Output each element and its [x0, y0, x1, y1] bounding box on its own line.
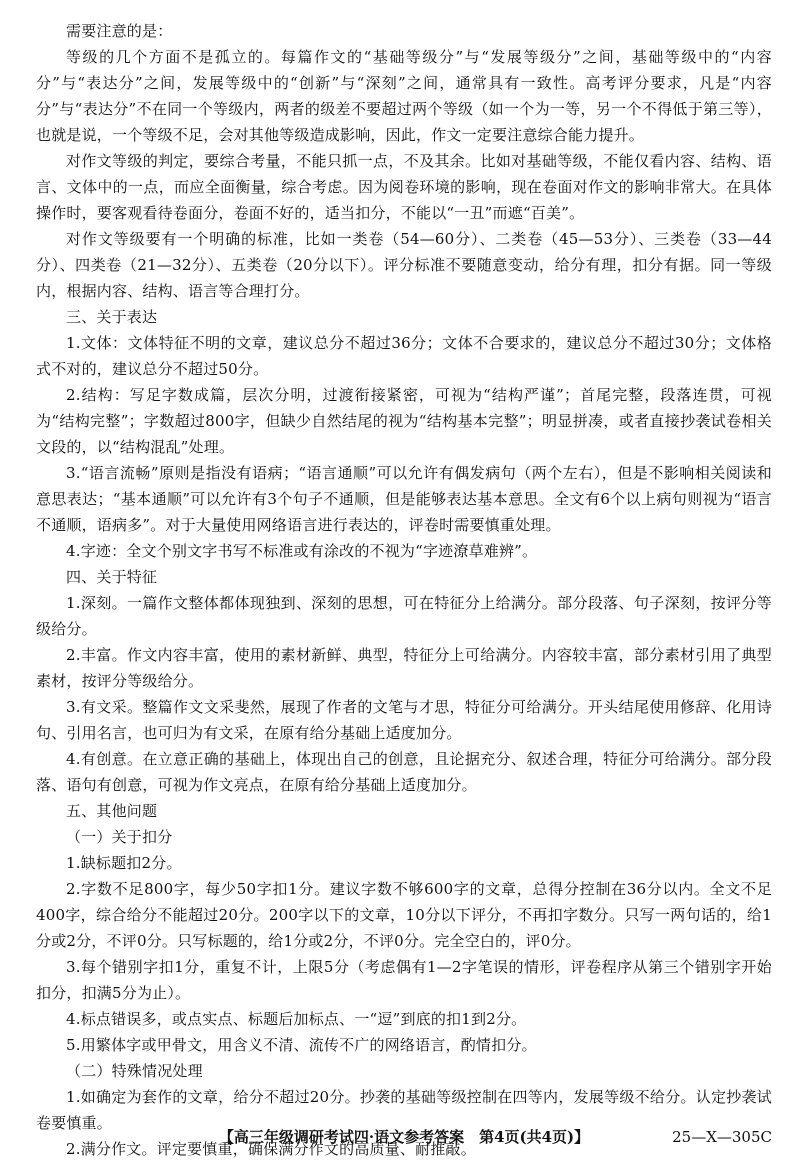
subsection-heading: （一）关于扣分: [66, 828, 173, 846]
paragraph: 对作文等级要有一个明确的标准，比如一类卷（54—60分）、二类卷（45—53分）、三类卷（33—44分）、四类卷（21—32分）、五类卷（20分以下）。评分标准不要随意变动，给分有理，扣分有据。同一等级内，根据内容、结构、语言等合理打分。: [36, 230, 772, 300]
section-heading: 四、关于特征: [66, 568, 158, 586]
paragraph: 等级的几个方面不是孤立的。每篇作文的“基础等级分”与“发展等级分”之间，基础等级中的“内容分”与“表达分”之间，发展等级中的“创新”与“深刻”之间，通常具有一致性。高考评分要求，凡是“内容分”与“表达分”不在同一个等级内，两者的级差不要超过两个等级（如一个为一等，另一个不得低于第三等），也就是说，一个等级不足，会对其他等级造成影响，因此，作文一定要注意综合能力提升。: [36, 48, 772, 144]
paragraph: 5.用繁体字或甲骨文，用含义不清、流传不广的网络语言，酌情扣分。: [66, 1036, 537, 1054]
section-heading: 五、其他问题: [66, 802, 158, 820]
paragraph: 4.有创意。在立意正确的基础上，体现出自己的创意，且论据充分、叙述合理，特征分可给满分。部分段落、语句有创意，可视为作文亮点，在原有给分基础上适度加分。: [36, 750, 772, 794]
paragraph: 3.有文采。整篇作文文采斐然，展现了作者的文笔与才思，特征分可给满分。开头结尾使用修辞、化用诗句、引用名言，也可归为有文采，在原有给分基础上适度加分。: [36, 698, 772, 742]
paragraph: 2.丰富。作文内容丰富，使用的素材新鲜、典型，特征分上可给满分。内容较丰富，部分素材引用了典型素材，按评分等级给分。: [36, 646, 772, 690]
paragraph: 需要注意的是：: [66, 22, 173, 40]
paragraph: 2.结构：写足字数成篇，层次分明，过渡衔接紧密，可视为“结构严谨”；首尾完整，段落连贯，可视为“结构完整”；字数超过800字，但缺少自然结尾的视为“结构基本完整”；明显拼凑，或者直接抄袭试卷相关文段的，以“结构混乱”处理。: [36, 386, 772, 456]
paragraph: 1.文体：文体特征不明的文章，建议总分不超过36分；文体不合要求的，建议总分不超过30分；文体格式不对的，建议总分不超过50分。: [36, 334, 772, 378]
paragraph: 3.“语言流畅”原则是指没有语病；“语言通顺”可以允许有偶发病句（两个左右），但是不影响相关阅读和意思表达；“基本通顺”可以允许有3个句子不通顺，但是能够表达基本意思。全文有6个以上病句则视为“语言不通顺，语病多”。对于大量使用网络语言进行表达的，评卷时需要慎重处理。: [36, 464, 772, 534]
section-heading: 三、关于表达: [66, 308, 158, 326]
paragraph: 2.字数不足800字，每少50字扣1分。建议字数不够600字的文章，总得分控制在36分以内。全文不足400字，综合给分不能超过20分。200字以下的文章，10分以下评分，不再扣字数分。只写一两句话的，给1分或2分，不评0分。只写标题的，给1分或2分，不评0分。完全空白的，评0分。: [36, 880, 772, 950]
paragraph: 4.字迹：全文个别文字书写不标准或有涂改的不视为“字迹潦草难辨”。: [66, 542, 538, 560]
footer-code: 25—X—305C: [672, 1128, 772, 1146]
footer-title: 【高三年级调研考试四·语文参考答案 第4页(共4页)】: [218, 1128, 590, 1146]
paragraph: 对作文等级的判定，要综合考量，不能只抓一点，不及其余。比如对基础等级，不能仅看内容、结构、语言、文体中的一点，而应全面衡量，综合考虑。因为阅卷环境的影响，现在卷面对作文的影响非常大。在具体操作时，要客观看待卷面分，卷面不好的，适当扣分，不能以“一丑”而遮“百美”。: [36, 152, 772, 222]
paragraph: 2.满分作文。评定要慎重，确保满分作文的高质量、耐推敲。: [66, 1140, 476, 1158]
answer-text-body: [36, 18, 772, 1162]
paragraph: 1.缺标题扣2分。: [66, 854, 182, 872]
paragraph: 1.如确定为套作的文章，给分不超过20分。抄袭的基础等级控制在四等内，发展等级不给分。认定抄袭试卷要慎重。: [36, 1088, 772, 1132]
paragraph: 1.深刻。一篇作文整体都体现独到、深刻的思想，可在特征分上给满分。部分段落、句子深刻，按评分等级给分。: [36, 594, 772, 638]
page-footer: [36, 1126, 772, 1148]
subsection-heading: （二）特殊情况处理: [66, 1062, 203, 1080]
paragraph: 3.每个错别字扣1分，重复不计，上限5分（考虑偶有1—2字笔误的情形，评卷程序从第三个错别字开始扣分，扣满5分为止）。: [36, 958, 772, 1002]
paragraph: 4.标点错误多，或点实点、标题后加标点、一“逗”到底的扣1到2分。: [66, 1010, 527, 1028]
